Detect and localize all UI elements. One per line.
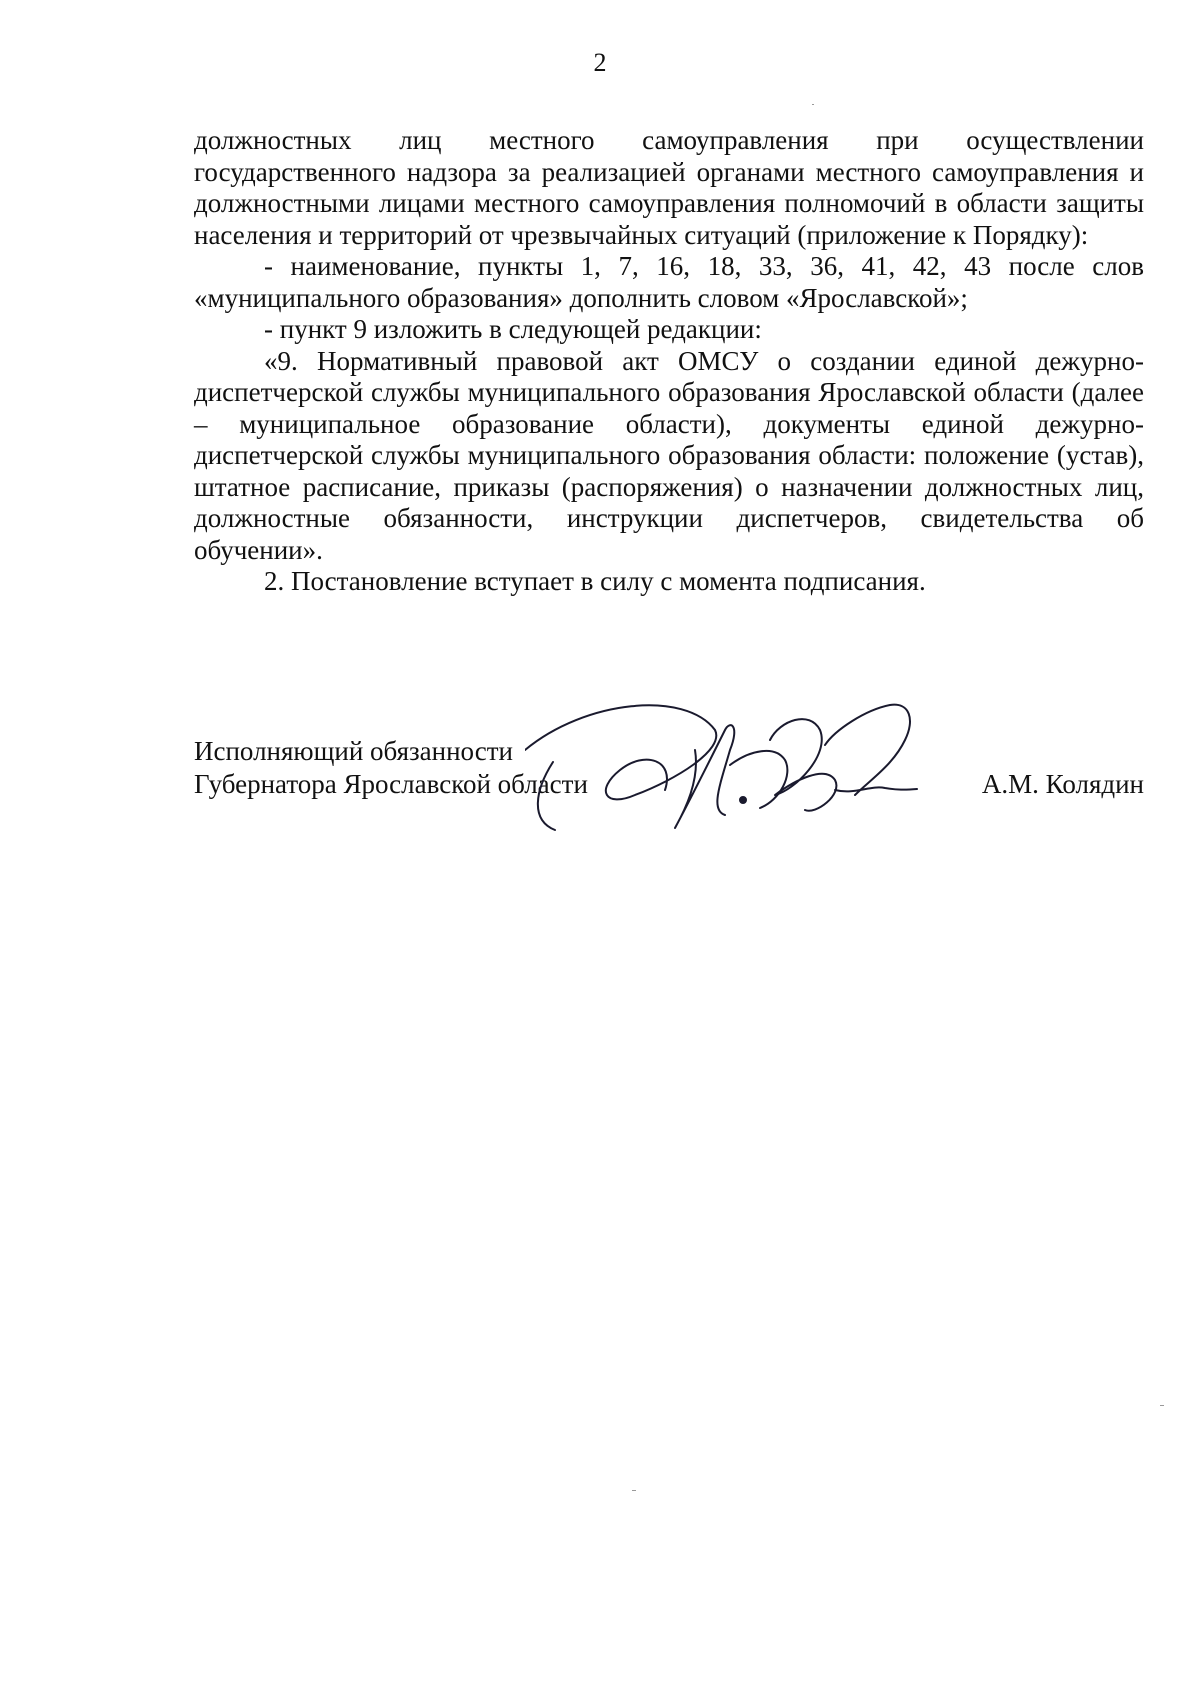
signer-position-line2: Губернатора Ярославской области (194, 769, 588, 799)
page-number: 2 (593, 48, 607, 77)
signer-name: А.М. Колядин (981, 769, 1144, 799)
paragraph-amendment-name: - наименование, пункты 1, 7, 16, 18, 33, 36, 41, 42, 43 после слов «муниципального образования» дополнить словом «Ярославской»; (194, 251, 1144, 313)
paragraph-effective-date: 2. Постановление вступает в силу с момента подписания. (264, 566, 926, 596)
signer-position-line1: Исполняющий обязанности (194, 736, 513, 766)
document-body (194, 125, 1144, 598)
handwritten-signature (525, 690, 945, 835)
paragraph-item9-text: «9. Нормативный правовой акт ОМСУ о создании единой дежурно-диспетчерской службы муниципального образования Ярославской области (далее – муниципальное образование области), документы единой дежурно-диспетчерской службы муниципального образования области: положение (устав), штатное расписание, приказы (распоряжения) о назначении должностных лиц, должностные обязанности, инструкции диспетчеров, свидетельства об обучении». (194, 345, 1144, 565)
paragraph-amendment-item9: - пункт 9 изложить в следующей редакции: (264, 314, 762, 344)
scan-speck (1160, 1405, 1164, 1406)
scan-speck (812, 104, 814, 105)
paragraph-continuation: должностных лиц местного самоуправления при осуществлении государственного надзора за реализацией органами местного самоуправления и должностными лицами местного самоуправления полномочий в области защиты населения и территорий от чрезвычайных ситуаций (приложение к Порядку): (194, 125, 1144, 250)
scan-speck (632, 1490, 636, 1491)
